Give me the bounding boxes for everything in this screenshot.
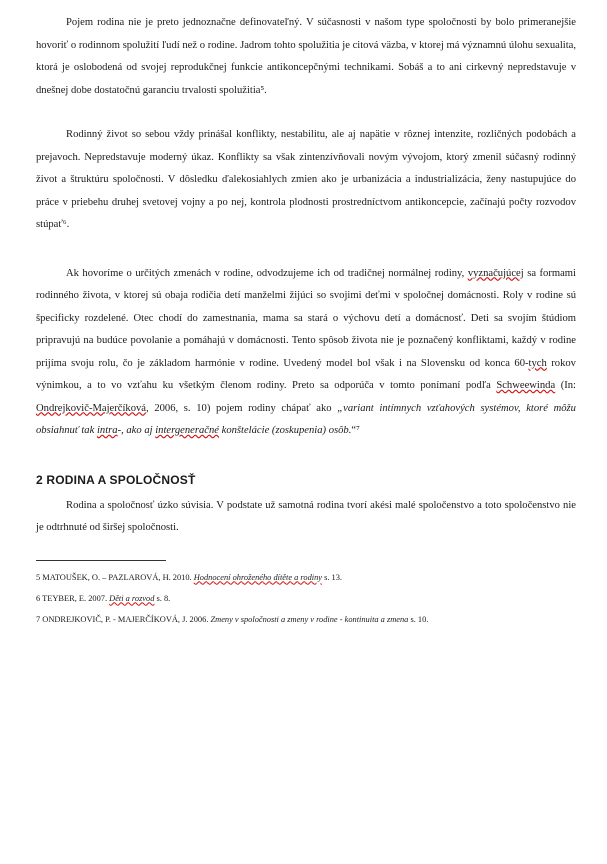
footnote-separator: [36, 560, 166, 561]
paragraph-3-text: (In:: [555, 380, 577, 391]
quote-text: „variant intímnych vzťahových systémov, ktoré môžu obsiahnuť tak: [36, 402, 576, 436]
section-heading: 2 RODINA A SPOLOČNOSŤ: [36, 472, 196, 487]
footnote-7: [36, 613, 576, 626]
footnote-text: s. 13.: [321, 572, 342, 582]
paragraph-2: Rodinný život so sebou vždy prinášal konflikty, nestabilitu, ale aj napätie v rôznej intenzite, rozličných podobách a prejavoch. Nepredstavuje moderný úkaz. Konflikty sa však zintenzívňovali novým vývojom, ktorý zmenil súčasný rodinný život a štruktúru spoločnosti. V dôsledku ďalekosiahlych zmien ako je urbanizácia a industrializácia, ženy nastupujúce do práce v priebehu druhej svetovej vojny a po nej, kontrola plodnosti prostredníctvom antikoncepcie, začínajú počty rozvodov stúpať⁶.: [36, 129, 576, 230]
footnote-title: Hodnocení ohroženého dítěte a rodiny: [193, 572, 322, 582]
document-page: [36, 12, 576, 626]
spellcheck-word: Schweewinda: [496, 380, 556, 391]
paragraph-3-text: sa formami rodinného života, v ktorej sú obaja rodičia detí manželmi žijúci so svojimi deťmi v spoločnej domácnosti. Roly v rodine sú špecificky rozdelené. Otec chodí do zamestnania, mama sa stará o výchovu detí a domácnosť. Deti sa svojím štúdiom pripravujú na budúce povolanie a pomáhajú v domácnosti. Tento spôsob života nie je poznačený konfliktami, každý v rodine prijíma svoju rolu, čo je základom harmónie v rodine. Uvedený model bol však i na Slovensku od konca 60-: [36, 267, 576, 369]
footnote-text: s. 10.: [408, 614, 429, 624]
spellcheck-word: tych: [528, 357, 547, 369]
footnotes: [36, 567, 576, 626]
paragraph-3-text: , 2006, s. 10) pojem rodiny chápať ako: [146, 402, 338, 414]
spellcheck-word: Ondrejkovič-Majerčíková: [36, 402, 147, 414]
footnote-5: [36, 567, 576, 588]
paragraph-3-text: Ak hovoríme o určitých zmenách v rodine, odvodzujeme ich od tradičnej normálnej rodiny,: [66, 267, 468, 279]
footnote-text: 7 ONDREJKOVIČ, P. - MAJERČÍKOVÁ, J. 2006.: [36, 614, 211, 624]
footnote-title: Zmeny v spoločnosti a zmeny v rodine - kontinuita a zmena: [210, 614, 409, 624]
footnote-text: 6 TEYBER, E. 2007.: [36, 593, 110, 603]
footnote-text: s. 8.: [154, 593, 171, 603]
quote-text: konštelácie (zoskupenia) osôb.: [218, 425, 352, 436]
footnote-title: Děti a rozvod: [109, 593, 155, 603]
spellcheck-word: intergeneračné: [155, 425, 219, 436]
paragraph-3: [36, 263, 576, 443]
paragraph-3-text: rokov výnimkou, a to vo vzťahu ku všetkým členom rodiny. Preto sa odporúča v tomto ponímaní podľa: [36, 357, 576, 391]
spellcheck-word: intra: [96, 425, 118, 436]
footnote-text: 5 MATOUŠEK, O. – PAZLAROVÁ, H. 2010.: [36, 572, 194, 582]
quote-text: -, ako aj: [117, 425, 156, 436]
footnote-6: [36, 588, 576, 609]
paragraph-4: Rodina a spoločnosť úzko súvisia. V podstate už samotná rodina tvorí akési malé spoločenstvo a toto spoločenstvo nie je odtrhnuté od širšej spoločnosti.: [36, 499, 576, 533]
paragraph-3-text: “⁷: [351, 425, 360, 436]
paragraph-1: Pojem rodina nie je preto jednoznačne definovateľný. V súčasnosti v našom type spoločnosti by bolo primeranejšie hovoriť o rodinnom spolužití ľudí než o rodine. Jadrom tohto spolužitia je citová väzba, v ktorej má významnú úlohu sexualita, ktorá je oslobodená od svojej reprodukčnej funkcie antikoncepčnými technikami. Sobáš a to ani cirkevný nepredstavuje v dnešnej dobe dostatočnú garanciu trvalosti spolužitia⁵.: [36, 17, 576, 96]
spellcheck-word: vyznačujúcej: [467, 267, 524, 279]
